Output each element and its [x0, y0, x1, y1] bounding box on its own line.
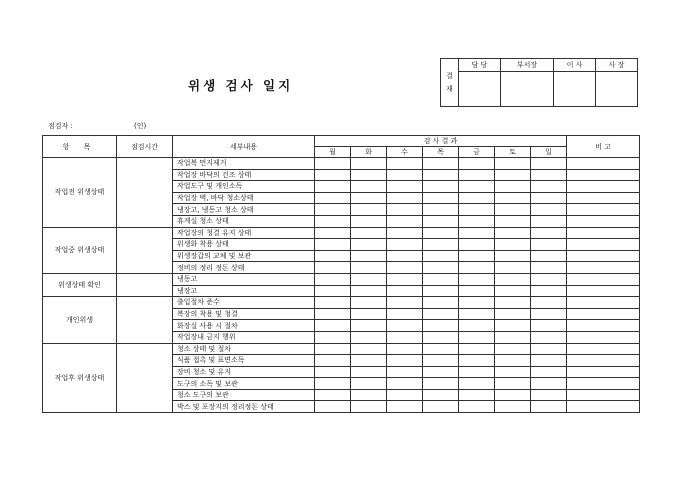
remark-cell[interactable]: [567, 285, 640, 297]
result-cell[interactable]: [423, 389, 459, 401]
result-cell[interactable]: [423, 215, 459, 227]
detail-cell: 작업복 먼지제거: [173, 158, 315, 170]
result-cell[interactable]: [423, 331, 459, 343]
approval-box: [440, 58, 638, 107]
result-cell[interactable]: [423, 192, 459, 204]
header-item: [43, 136, 117, 158]
result-cell[interactable]: [423, 250, 459, 262]
result-cell[interactable]: [351, 343, 387, 355]
remark-cell[interactable]: [567, 320, 640, 332]
result-cell[interactable]: [459, 343, 495, 355]
result-cell[interactable]: [387, 204, 423, 216]
result-cell[interactable]: [387, 366, 423, 378]
result-cell[interactable]: [459, 204, 495, 216]
result-cell[interactable]: [315, 181, 351, 193]
detail-cell: 작업장 벽, 바닥 청소상태: [173, 192, 315, 204]
result-cell[interactable]: [531, 389, 567, 401]
detail-cell: 화장실 사용 시 절차: [173, 320, 315, 332]
result-cell[interactable]: [459, 250, 495, 262]
result-cell[interactable]: [351, 355, 387, 367]
result-cell[interactable]: [351, 158, 387, 170]
result-cell[interactable]: [495, 169, 531, 181]
detail-cell: 작업도구 및 개인소독: [173, 181, 315, 193]
remark-cell[interactable]: [567, 204, 640, 216]
remark-cell[interactable]: [567, 169, 640, 181]
time-cell[interactable]: [117, 158, 173, 228]
result-cell[interactable]: [387, 389, 423, 401]
remark-cell[interactable]: [567, 343, 640, 355]
detail-cell: 출입절차 준수: [173, 297, 315, 309]
table-row: [43, 227, 640, 239]
inspection-log-table: [42, 135, 640, 413]
approval-sign-cell[interactable]: [596, 72, 638, 107]
table-row: [43, 158, 640, 170]
header-day: 목: [423, 147, 459, 158]
result-cell[interactable]: [387, 285, 423, 297]
time-cell[interactable]: [117, 227, 173, 273]
result-cell[interactable]: [387, 181, 423, 193]
detail-cell: 정비의 정리 정돈 상태: [173, 262, 315, 274]
result-cell[interactable]: [423, 297, 459, 309]
table-row: [43, 343, 640, 355]
remark-cell[interactable]: [567, 273, 640, 285]
result-cell[interactable]: [315, 262, 351, 274]
result-cell[interactable]: [423, 158, 459, 170]
result-cell[interactable]: [531, 297, 567, 309]
result-cell[interactable]: [315, 204, 351, 216]
result-cell[interactable]: [459, 239, 495, 251]
result-cell[interactable]: [459, 273, 495, 285]
header-detail: 세부내용: [173, 136, 315, 158]
approval-role: 사 장: [596, 59, 638, 72]
result-cell[interactable]: [315, 285, 351, 297]
item-cell: 작업후 위생상태: [43, 343, 117, 413]
result-cell[interactable]: [459, 285, 495, 297]
remark-cell[interactable]: [567, 331, 640, 343]
time-cell[interactable]: [117, 343, 173, 413]
result-cell[interactable]: [531, 158, 567, 170]
result-cell[interactable]: [315, 378, 351, 390]
result-cell[interactable]: [351, 285, 387, 297]
result-cell[interactable]: [459, 366, 495, 378]
detail-cell: 작업장의 청결 유지 상태: [173, 227, 315, 239]
approval-label-text: 결 재: [446, 71, 453, 93]
result-cell[interactable]: [495, 389, 531, 401]
detail-cell: 위생화 착용 상태: [173, 239, 315, 251]
result-cell[interactable]: [495, 158, 531, 170]
result-cell[interactable]: [495, 320, 531, 332]
result-cell[interactable]: [351, 320, 387, 332]
result-cell[interactable]: [351, 273, 387, 285]
remark-cell[interactable]: [567, 389, 640, 401]
result-cell[interactable]: [495, 250, 531, 262]
result-cell[interactable]: [531, 262, 567, 274]
result-cell[interactable]: [531, 320, 567, 332]
remark-cell[interactable]: [567, 227, 640, 239]
result-cell[interactable]: [387, 343, 423, 355]
result-cell[interactable]: [495, 227, 531, 239]
result-cell[interactable]: [387, 250, 423, 262]
result-cell[interactable]: [459, 401, 495, 413]
result-cell[interactable]: [495, 297, 531, 309]
result-cell[interactable]: [387, 239, 423, 251]
result-cell[interactable]: [531, 366, 567, 378]
detail-cell: 작업장 바닥의 건조 상태: [173, 169, 315, 181]
result-cell[interactable]: [423, 366, 459, 378]
result-cell[interactable]: [387, 355, 423, 367]
result-cell[interactable]: [459, 158, 495, 170]
result-cell[interactable]: [315, 250, 351, 262]
result-cell[interactable]: [423, 308, 459, 320]
result-cell[interactable]: [315, 366, 351, 378]
header-time: 점검시간: [117, 136, 173, 158]
result-cell[interactable]: [531, 273, 567, 285]
result-cell[interactable]: [495, 285, 531, 297]
remark-cell[interactable]: [567, 355, 640, 367]
detail-cell: 복장의 착용 및 청결: [173, 308, 315, 320]
remark-cell[interactable]: [567, 366, 640, 378]
result-cell[interactable]: [351, 169, 387, 181]
result-cell[interactable]: [423, 401, 459, 413]
result-cell[interactable]: [315, 343, 351, 355]
result-cell[interactable]: [459, 215, 495, 227]
result-cell[interactable]: [351, 297, 387, 309]
result-cell[interactable]: [387, 215, 423, 227]
detail-cell: 위생장갑의 교체 및 보관: [173, 250, 315, 262]
inspector-line: [48, 121, 147, 131]
result-cell[interactable]: [387, 320, 423, 332]
result-cell[interactable]: [531, 285, 567, 297]
detail-cell: 휴게실 청소 상태: [173, 215, 315, 227]
item-cell: 작업중 위생상태: [43, 227, 117, 273]
header-item-text: 항 목: [62, 142, 97, 151]
detail-cell: 청소 도구의 보관: [173, 389, 315, 401]
result-cell[interactable]: [459, 389, 495, 401]
result-cell[interactable]: [351, 204, 387, 216]
approval-sign-cell[interactable]: [459, 72, 501, 107]
result-cell[interactable]: [531, 239, 567, 251]
result-cell[interactable]: [315, 215, 351, 227]
result-cell[interactable]: [351, 215, 387, 227]
result-cell[interactable]: [315, 297, 351, 309]
result-cell[interactable]: [495, 355, 531, 367]
header-day: 화: [351, 147, 387, 158]
result-cell[interactable]: [459, 378, 495, 390]
result-cell[interactable]: [387, 297, 423, 309]
result-cell[interactable]: [387, 273, 423, 285]
result-cell[interactable]: [387, 169, 423, 181]
result-cell[interactable]: [315, 158, 351, 170]
result-cell[interactable]: [315, 308, 351, 320]
result-cell[interactable]: [423, 239, 459, 251]
result-cell[interactable]: [315, 169, 351, 181]
result-cell[interactable]: [495, 262, 531, 274]
result-cell[interactable]: [531, 227, 567, 239]
header-day: 월: [315, 147, 351, 158]
result-cell[interactable]: [495, 366, 531, 378]
result-cell[interactable]: [351, 239, 387, 251]
inspector-label: 점검자 :: [48, 122, 73, 130]
remark-cell[interactable]: [567, 401, 640, 413]
result-cell[interactable]: [495, 181, 531, 193]
result-cell[interactable]: [531, 192, 567, 204]
detail-cell: 박스 및 포장지의 정리정돈 상태: [173, 401, 315, 413]
result-cell[interactable]: [351, 227, 387, 239]
result-cell[interactable]: [423, 227, 459, 239]
approval-sign-cell[interactable]: [500, 72, 553, 107]
header-day: 금: [459, 147, 495, 158]
result-cell[interactable]: [351, 389, 387, 401]
result-cell[interactable]: [459, 227, 495, 239]
detail-cell: 도구의 소독 및 보관: [173, 378, 315, 390]
result-cell[interactable]: [459, 262, 495, 274]
detail-cell: 청소 상태 및 절차: [173, 343, 315, 355]
table-row: [43, 273, 640, 285]
item-cell: 작업전 위생상태: [43, 158, 117, 228]
result-cell[interactable]: [387, 308, 423, 320]
result-cell[interactable]: [495, 215, 531, 227]
result-cell[interactable]: [459, 192, 495, 204]
result-cell[interactable]: [495, 239, 531, 251]
result-cell[interactable]: [531, 331, 567, 343]
approval-label: [441, 59, 459, 107]
result-cell[interactable]: [495, 401, 531, 413]
result-cell[interactable]: [531, 343, 567, 355]
result-cell[interactable]: [423, 169, 459, 181]
result-cell[interactable]: [531, 378, 567, 390]
result-cell[interactable]: [531, 215, 567, 227]
header-remark: 비 고: [567, 136, 640, 158]
remark-cell[interactable]: [567, 181, 640, 193]
header-result: 검 사 결 과: [315, 136, 567, 147]
detail-cell: 냉동고: [173, 273, 315, 285]
result-cell[interactable]: [351, 366, 387, 378]
result-cell[interactable]: [459, 169, 495, 181]
remark-cell[interactable]: [567, 297, 640, 309]
remark-cell[interactable]: [567, 262, 640, 274]
approval-sign-cell[interactable]: [554, 72, 596, 107]
result-cell[interactable]: [459, 331, 495, 343]
result-cell[interactable]: [459, 297, 495, 309]
result-cell[interactable]: [423, 378, 459, 390]
result-cell[interactable]: [531, 169, 567, 181]
result-cell[interactable]: [387, 227, 423, 239]
result-cell[interactable]: [315, 331, 351, 343]
remark-cell[interactable]: [567, 239, 640, 251]
result-cell[interactable]: [351, 181, 387, 193]
remark-cell[interactable]: [567, 158, 640, 170]
result-cell[interactable]: [423, 355, 459, 367]
result-cell[interactable]: [495, 204, 531, 216]
result-cell[interactable]: [423, 262, 459, 274]
item-cell: 위생상태 확인: [43, 273, 117, 296]
result-cell[interactable]: [459, 181, 495, 193]
document-title: 위생 검사 일지: [188, 78, 294, 93]
result-cell[interactable]: [423, 285, 459, 297]
result-cell[interactable]: [315, 227, 351, 239]
result-cell[interactable]: [423, 273, 459, 285]
result-cell[interactable]: [351, 250, 387, 262]
remark-cell[interactable]: [567, 308, 640, 320]
time-cell[interactable]: [117, 273, 173, 296]
result-cell[interactable]: [351, 378, 387, 390]
approval-role: 이 사: [554, 59, 596, 72]
result-cell[interactable]: [351, 308, 387, 320]
result-cell[interactable]: [315, 273, 351, 285]
result-cell[interactable]: [495, 331, 531, 343]
result-cell[interactable]: [315, 320, 351, 332]
result-cell[interactable]: [495, 378, 531, 390]
result-cell[interactable]: [387, 262, 423, 274]
result-cell[interactable]: [315, 355, 351, 367]
header-day: 수: [387, 147, 423, 158]
result-cell[interactable]: [423, 204, 459, 216]
remark-cell[interactable]: [567, 192, 640, 204]
approval-role: 부서장: [500, 59, 553, 72]
result-cell[interactable]: [459, 308, 495, 320]
result-cell[interactable]: [315, 192, 351, 204]
result-cell[interactable]: [531, 204, 567, 216]
result-cell[interactable]: [423, 181, 459, 193]
result-cell[interactable]: [531, 355, 567, 367]
result-cell[interactable]: [531, 308, 567, 320]
result-cell[interactable]: [495, 192, 531, 204]
result-cell[interactable]: [387, 192, 423, 204]
result-cell[interactable]: [423, 343, 459, 355]
result-cell[interactable]: [351, 192, 387, 204]
result-cell[interactable]: [423, 320, 459, 332]
result-cell[interactable]: [315, 239, 351, 251]
result-cell[interactable]: [495, 308, 531, 320]
result-cell[interactable]: [387, 331, 423, 343]
remark-cell[interactable]: [567, 378, 640, 390]
result-cell[interactable]: [315, 401, 351, 413]
header-day: 일: [531, 147, 567, 158]
detail-cell: 장비 청소 및 유지: [173, 366, 315, 378]
result-cell[interactable]: [351, 331, 387, 343]
item-cell: 개인위생: [43, 297, 117, 343]
result-cell[interactable]: [531, 401, 567, 413]
time-cell[interactable]: [117, 297, 173, 343]
detail-cell: 냉장고: [173, 285, 315, 297]
result-cell[interactable]: [387, 158, 423, 170]
result-cell[interactable]: [459, 355, 495, 367]
result-cell[interactable]: [387, 378, 423, 390]
result-cell[interactable]: [495, 273, 531, 285]
table-row: [43, 297, 640, 309]
detail-cell: 작업장내 금지 행위: [173, 331, 315, 343]
result-cell[interactable]: [351, 262, 387, 274]
remark-cell[interactable]: [567, 215, 640, 227]
result-cell[interactable]: [531, 181, 567, 193]
result-cell[interactable]: [387, 401, 423, 413]
inspector-seal: (인): [134, 122, 147, 130]
result-cell[interactable]: [459, 320, 495, 332]
result-cell[interactable]: [495, 343, 531, 355]
result-cell[interactable]: [315, 389, 351, 401]
approval-role: 담 당: [459, 59, 501, 72]
detail-cell: 식품 접촉 및 표면소독: [173, 355, 315, 367]
header-day: 토: [495, 147, 531, 158]
detail-cell: 냉장고, 냉동고 청소 상태: [173, 204, 315, 216]
result-cell[interactable]: [531, 250, 567, 262]
result-cell[interactable]: [351, 401, 387, 413]
remark-cell[interactable]: [567, 250, 640, 262]
